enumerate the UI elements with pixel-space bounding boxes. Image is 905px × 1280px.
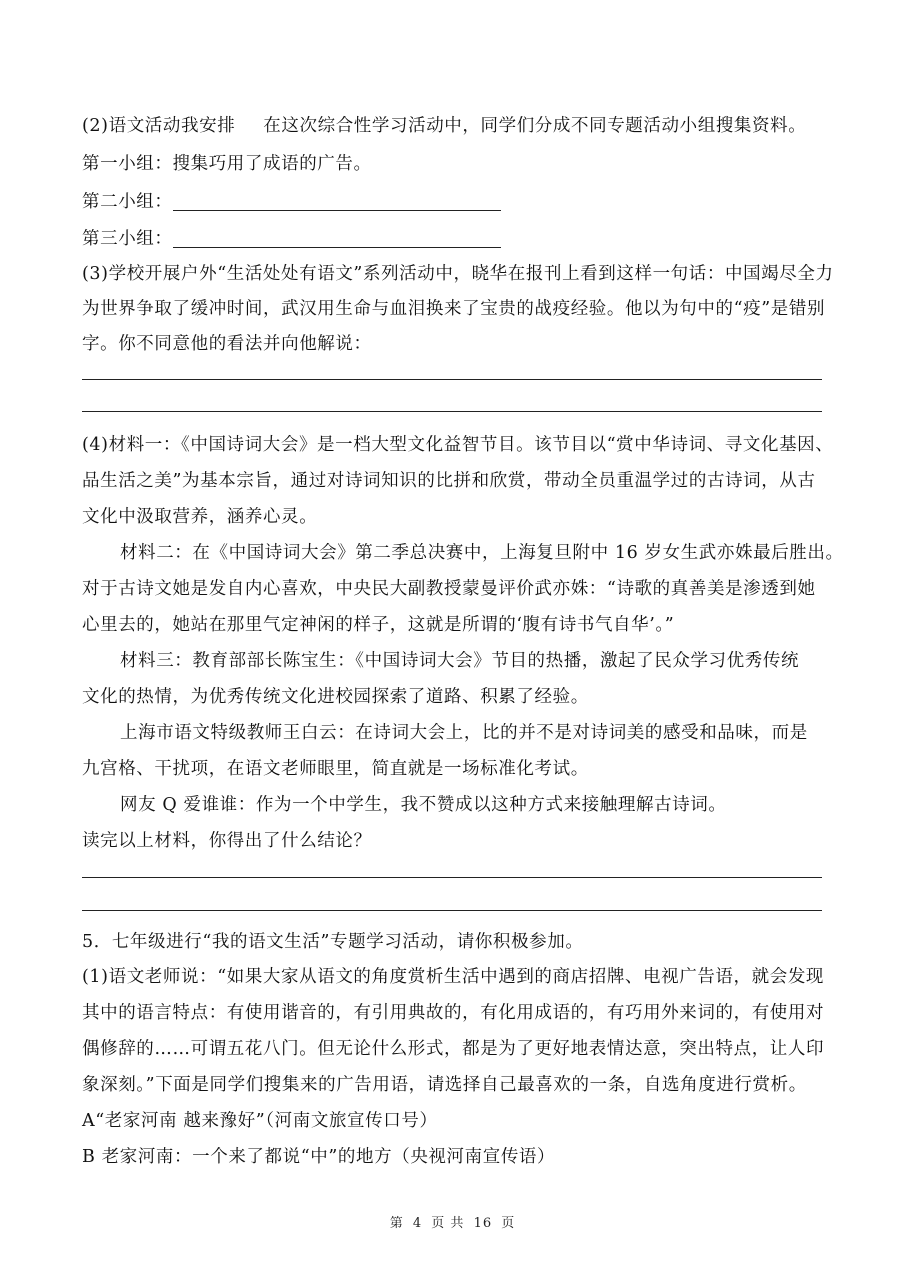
- material-3-line-2: 文化的热情，为优秀传统文化进校园探索了道路、积累了经验。: [82, 687, 589, 707]
- question-5-1-line-3: 偶修辞的……可谓五花八门。但无论什么形式，都是为了更好地表情达意，突出特点，让人印: [82, 1039, 825, 1059]
- question-5-1-line-1: (1)语文老师说：“如果大家从语文的角度赏析生活中遇到的商店招牌、电视广告语，就会发现: [82, 967, 825, 987]
- question-3-line-3: 字。你不同意他的看法并向他解说：: [82, 334, 372, 354]
- ad-option-b: B 老家河南：一个来了都说“中”的地方（央视河南宣传语）: [82, 1147, 556, 1167]
- material-2-line-1: 材料二：在《中国诗词大会》第二季总决赛中，上海复旦附中 16 岁女生武亦姝最后胜出。: [120, 543, 844, 563]
- question-4-prompt: 读完以上材料，你得出了什么结论？: [82, 831, 372, 851]
- question-4-line-1: (4)材料一：《中国诗词大会》是一档大型文化益智节目。该节目以“赏中华诗词、寻文化基因、: [82, 435, 834, 455]
- material-2-line-3: 心里去的，她站在那里气定神闲的样子，这就是所谓的‘腹有诗书气自华’。”: [82, 615, 675, 635]
- group-2-label: 第二小组：: [82, 192, 173, 212]
- question-4-line-3: 文化中汲取营养，涵养心灵。: [82, 507, 318, 527]
- footer-prefix: 第: [389, 1216, 404, 1231]
- group-2-line: [82, 189, 821, 215]
- teacher-comment-line-2: 九宫格、干扰项，在语文老师眼里，简直就是一场标准化考试。: [82, 759, 589, 779]
- footer-total-pages: 16: [473, 1216, 493, 1231]
- footer-mid: 页 共: [431, 1216, 465, 1231]
- material-3-line-1: 材料三：教育部部长陈宝生：《中国诗词大会》节目的热播，激起了民众学习优秀传统: [120, 651, 800, 671]
- page-footer: [0, 1212, 905, 1231]
- group-3-answer-blank[interactable]: [173, 229, 501, 248]
- question-2-title: (2)语文活动我安排: [82, 116, 236, 136]
- teacher-comment-line-1: 上海市语文特级教师王白云：在诗词大会上，比的并不是对诗词美的感受和品味，而是: [120, 723, 808, 743]
- ad-option-a: A“老家河南 越来豫好”（河南文旅宣传口号）: [82, 1111, 438, 1131]
- answer-line-q3-1[interactable]: [82, 379, 822, 380]
- group-2-answer-blank[interactable]: [173, 192, 501, 211]
- group-3-label: 第三小组：: [82, 229, 173, 249]
- question-4-line-2: 品生活之美”为基本宗旨，通过对诗词知识的比拼和欣赏，带动全员重温学过的古诗词，从古: [82, 471, 816, 491]
- answer-line-q3-2[interactable]: [82, 411, 822, 412]
- question-3-line-1: (3)学校开展户外“生活处处有语文”系列活动中，晓华在报刊上看到这样一句话：中国竭尽全力: [82, 264, 834, 284]
- question-2-line: [82, 113, 821, 139]
- question-5-title: 5．七年级进行“我的语文生活”专题学习活动，请你积极参加。: [82, 932, 584, 952]
- material-2-line-2: 对于古诗文她是发自内心喜欢，中央民大副教授蒙曼评价武亦姝：“诗歌的真善美是渗透到她: [82, 579, 816, 599]
- group-3-line: [82, 226, 821, 252]
- netizen-comment-line: 网友 Q 爱谁谁：作为一个中学生，我不赞成以这种方式来接触理解古诗词。: [120, 795, 727, 815]
- answer-line-q4-1[interactable]: [82, 877, 822, 878]
- question-5-1-line-4: 象深刻。”下面是同学们搜集来的广告用语，请选择自己最喜欢的一条，自选角度进行赏析。: [82, 1075, 807, 1095]
- footer-suffix: 页: [501, 1216, 516, 1231]
- footer-current-page: 4: [412, 1216, 423, 1231]
- question-5-1-line-2: 其中的语言特点：有使用谐音的，有引用典故的，有化用成语的，有巧用外来词的，有使用对: [82, 1003, 825, 1023]
- question-3-line-2: 为世界争取了缓冲时间，武汉用生命与血泪换来了宝贵的战疫经验。他以为句中的“疫”是错别: [82, 299, 826, 319]
- question-2-text: 在这次综合性学习活动中，同学们分成不同专题活动小组搜集资料。: [263, 116, 807, 136]
- group-1-line: 第一小组：搜集巧用了成语的广告。: [82, 154, 372, 174]
- answer-line-q4-2[interactable]: [82, 910, 822, 911]
